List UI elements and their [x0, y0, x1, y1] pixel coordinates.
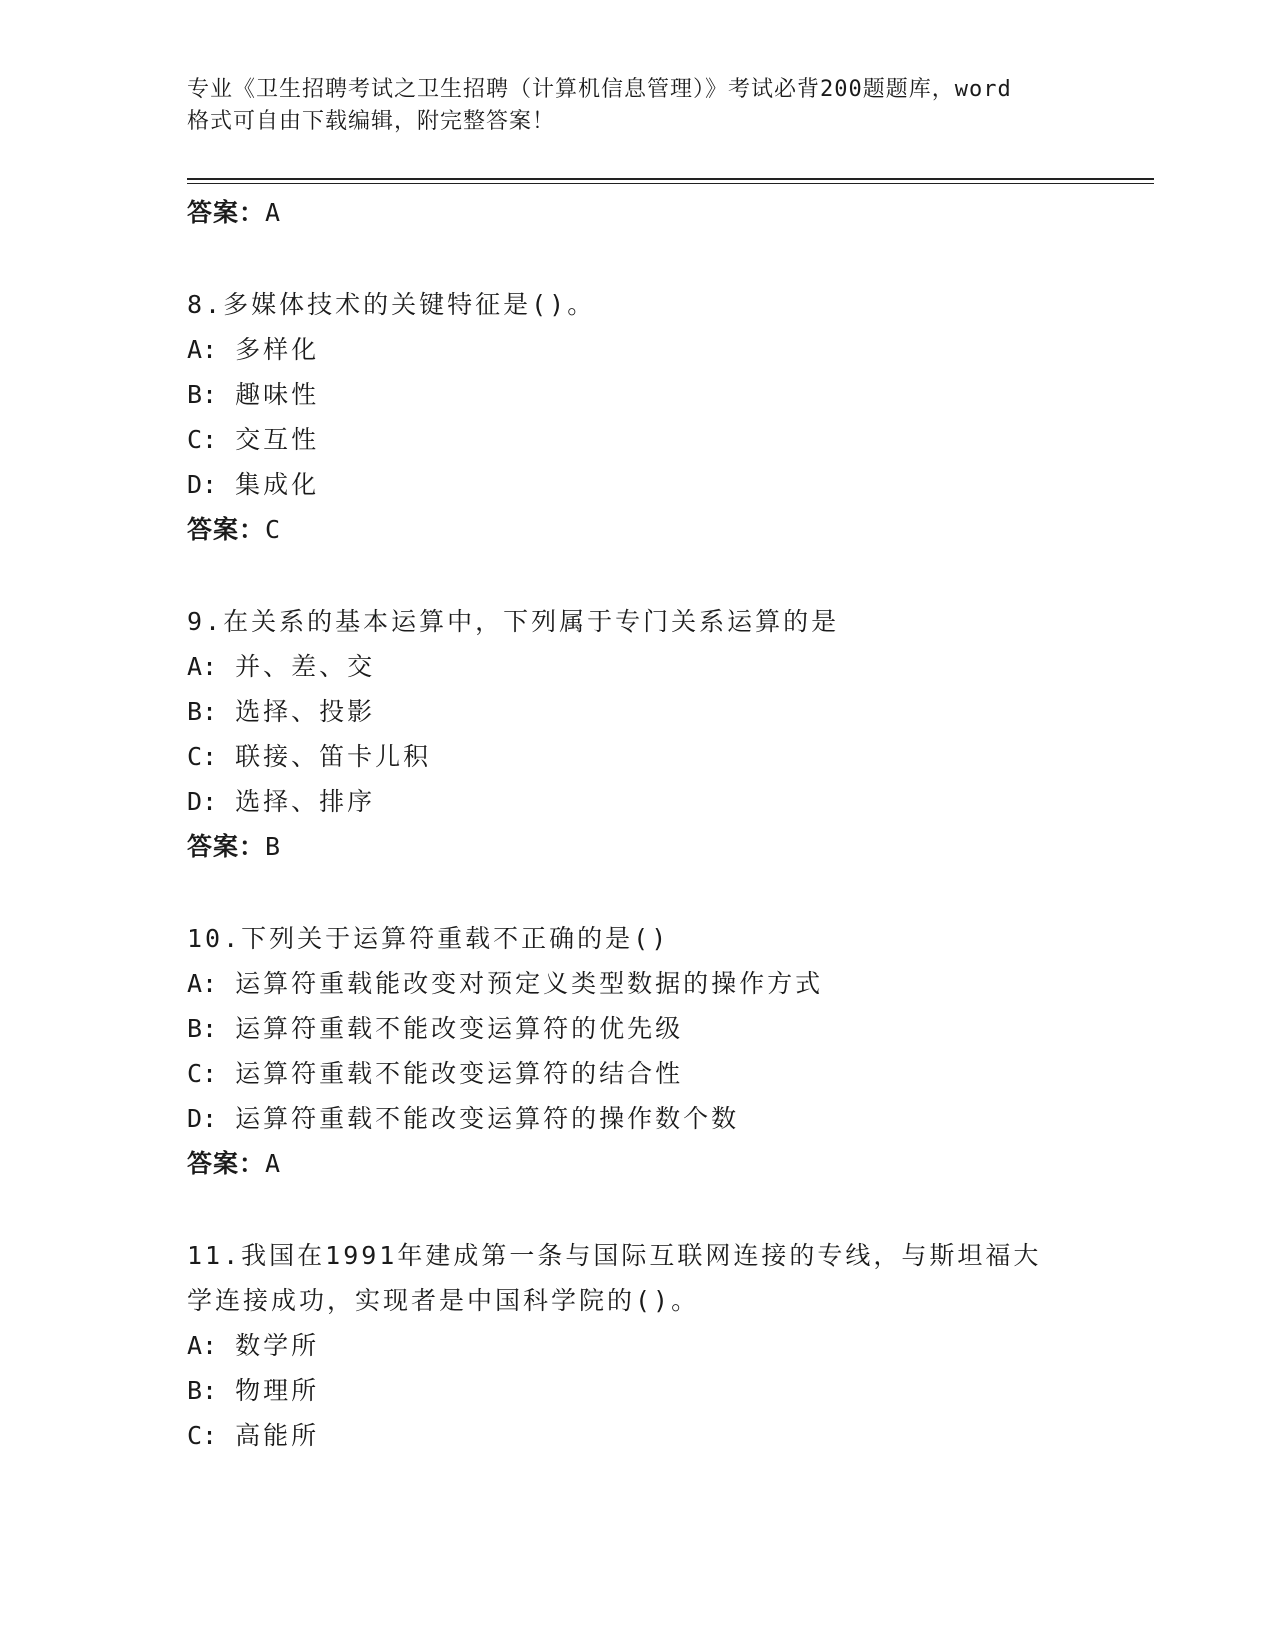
option-text: 选择、投影 [235, 697, 376, 726]
option-text: 运算符重载能改变对预定义类型数据的操作方式 [235, 969, 824, 998]
answer-label: 答案： [187, 198, 266, 227]
option-line [187, 1368, 1147, 1413]
option-line [187, 1051, 1147, 1096]
header-divider-thick [187, 178, 1154, 180]
answer-label: 答案： [187, 1149, 266, 1178]
option-line [187, 1323, 1147, 1368]
answer-line [187, 190, 1147, 235]
option-line [187, 689, 1147, 734]
answer-line [187, 507, 1147, 552]
option-text: 运算符重载不能改变运算符的结合性 [235, 1059, 684, 1088]
option-line [187, 1413, 1147, 1458]
option-letter: B: [187, 697, 218, 726]
answer-value: C [265, 515, 282, 544]
option-line [187, 644, 1147, 689]
option-letter: C: [187, 1059, 218, 1088]
option-text: 选择、排序 [235, 787, 376, 816]
option-letter: D: [187, 470, 218, 499]
question-title: 8.多媒体技术的关键特征是()。 [187, 290, 596, 319]
question-block [187, 599, 1147, 869]
option-line [187, 779, 1147, 824]
option-text: 交互性 [235, 425, 320, 454]
option-text: 并、差、交 [235, 652, 376, 681]
question-title-line-1: 11.我国在1991年建成第一条与国际互联网连接的专线，与斯坦福大 [187, 1241, 1042, 1270]
option-text: 运算符重载不能改变运算符的操作数个数 [235, 1104, 740, 1133]
header-line-1: 专业《卫生招聘考试之卫生招聘（计算机信息管理）》考试必背200题题库，word [187, 77, 1012, 102]
option-text: 高能所 [235, 1421, 320, 1450]
option-letter: D: [187, 1104, 218, 1133]
question-block [187, 916, 1147, 1186]
option-line [187, 961, 1147, 1006]
option-letter: A: [187, 335, 218, 364]
option-line [187, 1096, 1147, 1141]
option-text: 运算符重载不能改变运算符的优先级 [235, 1014, 684, 1043]
option-line [187, 417, 1147, 462]
answer-value: B [265, 832, 282, 861]
option-letter: C: [187, 425, 218, 454]
header-divider-thin [187, 183, 1154, 184]
question-title: 9.在关系的基本运算中，下列属于专门关系运算的是 [187, 607, 840, 636]
option-letter: C: [187, 1421, 218, 1450]
answer-value: A [265, 198, 282, 227]
document-body [187, 190, 1147, 1458]
answer-line [187, 1141, 1147, 1186]
option-text: 数学所 [235, 1331, 320, 1360]
answer-line [187, 824, 1147, 869]
document-header [187, 74, 1087, 138]
answer-label: 答案： [187, 832, 266, 861]
question-block [187, 1233, 1147, 1458]
option-letter: A: [187, 652, 218, 681]
option-letter: B: [187, 1376, 218, 1405]
option-line [187, 1006, 1147, 1051]
answer-label: 答案： [187, 515, 266, 544]
option-line [187, 327, 1147, 372]
option-text: 多样化 [235, 335, 320, 364]
option-letter: C: [187, 742, 218, 771]
option-letter: B: [187, 380, 218, 409]
option-line [187, 734, 1147, 779]
option-text: 联接、笛卡儿积 [235, 742, 432, 771]
question-title: 10.下列关于运算符重载不正确的是() [187, 924, 670, 953]
header-line-2: 格式可自由下载编辑，附完整答案！ [187, 109, 556, 134]
option-letter: B: [187, 1014, 218, 1043]
option-letter: A: [187, 969, 218, 998]
option-text: 趣味性 [235, 380, 320, 409]
option-letter: D: [187, 787, 218, 816]
question-title-line-2: 学连接成功，实现者是中国科学院的()。 [187, 1286, 700, 1315]
option-text: 物理所 [235, 1376, 320, 1405]
answer-value: A [265, 1149, 282, 1178]
option-text: 集成化 [235, 470, 320, 499]
option-line [187, 462, 1147, 507]
option-letter: A: [187, 1331, 218, 1360]
option-line [187, 372, 1147, 417]
question-block [187, 282, 1147, 552]
